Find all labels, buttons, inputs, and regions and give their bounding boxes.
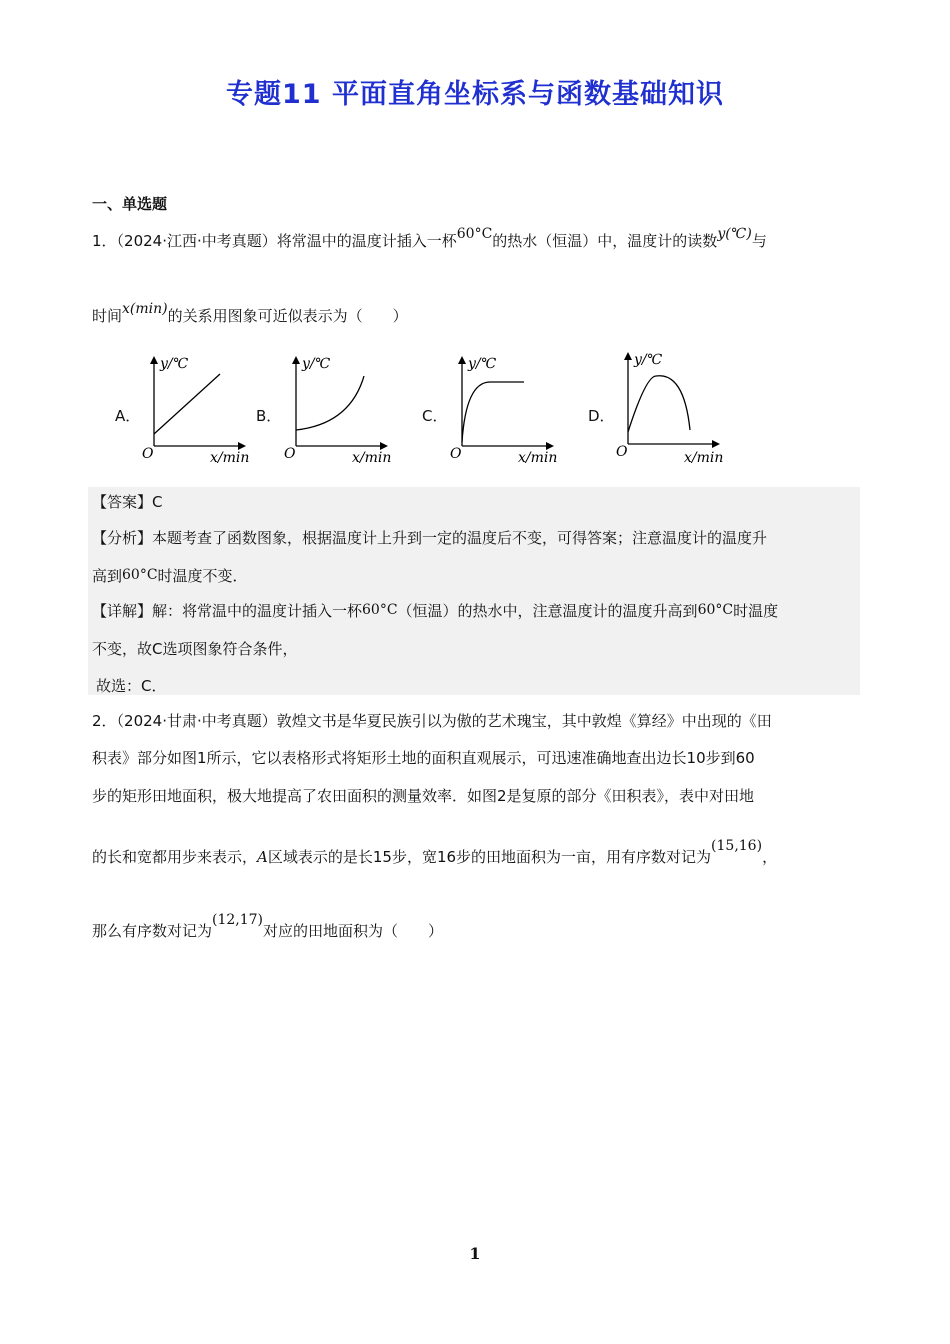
- q2-var-a: A: [257, 848, 268, 866]
- y-axis-arrow: [458, 356, 466, 364]
- q2-pair-2: (12,17): [212, 912, 264, 928]
- q2-line3: 步的矩形田地面积，极大地提高了农田面积的测量效率．如图2是复原的部分《田积表》，表中对田地: [92, 787, 755, 805]
- x-axis-arrow: [380, 442, 388, 450]
- option-d-label: D．: [588, 407, 615, 425]
- origin-label: O: [142, 446, 154, 462]
- option-a-graph: [140, 350, 260, 468]
- curve-c: [462, 382, 524, 442]
- x-axis-label: x/min: [352, 450, 392, 466]
- analysis-text-a: 高到: [92, 567, 123, 585]
- q1-conclusion: 故选：C．: [96, 677, 167, 695]
- detail-text-c: 时温度: [733, 602, 779, 620]
- q2-text-b: 区域表示的是长15步，宽16步的田地面积为一亩，用有序数对记为: [267, 848, 712, 866]
- detail-text-b: （恒温）的热水中，注意温度计的温度升高到: [397, 602, 698, 620]
- q1-text-a: 1．（2024·江西·中考真题）将常温中的温度计插入一杯: [92, 232, 457, 250]
- y-axis-arrow: [624, 352, 632, 360]
- option-d-graph: [614, 346, 734, 468]
- option-b-graph: [282, 350, 402, 468]
- q2-pair-1: (15,16): [711, 838, 763, 854]
- curve-a: [154, 374, 220, 434]
- option-c-graph: [448, 350, 568, 468]
- y-axis-label: y/℃: [634, 352, 663, 368]
- y-axis-label: y/℃: [160, 356, 189, 372]
- x-axis-arrow: [238, 442, 246, 450]
- q2-line2: 积表》部分如图1所示，它以表格形式将矩形土地的面积直观展示，可迅速准确地查出边长10步到60: [92, 749, 755, 767]
- y-axis-arrow: [150, 356, 158, 364]
- q2-text-d: 那么有序数对记为: [92, 922, 213, 940]
- detail-temp-2: 60°C: [697, 602, 734, 618]
- q1-text-c: 与: [751, 232, 767, 250]
- answer-panel: [88, 487, 860, 695]
- x-axis-label: x/min: [684, 450, 724, 466]
- analysis-text-b: 时温度不变．: [157, 567, 248, 585]
- x-axis-arrow: [712, 440, 720, 448]
- y-axis-label: y/℃: [302, 356, 331, 372]
- origin-label: O: [284, 446, 296, 462]
- x-axis-arrow: [546, 442, 554, 450]
- q1-analysis-line2: [92, 565, 248, 586]
- q1-text-b: 的热水（恒温）中，温度计的读数: [492, 232, 718, 250]
- origin-label: O: [616, 444, 628, 460]
- option-a-label: A．: [115, 407, 141, 425]
- detail-temp-1: 60°C: [362, 602, 398, 618]
- q1-answer: 【答案】C: [92, 493, 163, 511]
- q1-y-expr: y(℃): [717, 226, 752, 242]
- q1-stem-line2: [92, 301, 408, 326]
- q1-temp: 60°C: [456, 226, 493, 242]
- page-number: 1: [469, 1244, 481, 1263]
- analysis-temp: 60°C: [122, 567, 158, 583]
- y-axis-label: y/℃: [468, 356, 497, 372]
- curve-b: [296, 376, 364, 430]
- y-axis-arrow: [292, 356, 300, 364]
- detail-text-a: 【详解】解：将常温中的温度计插入一杯: [92, 602, 363, 620]
- origin-label: O: [450, 446, 462, 462]
- q2-line1: 2．（2024·甘肃·中考真题）敦煌文书是华夏民族引以为傲的艺术瑰宝，其中敦煌《算经》中出现的《田: [92, 712, 772, 730]
- x-axis-label: x/min: [518, 450, 558, 466]
- q2-text-c: ，: [762, 848, 778, 866]
- q1-x-expr: x(min): [122, 301, 168, 317]
- curve-d: [628, 376, 690, 432]
- q1-detail-line1: [92, 600, 778, 621]
- page-title: 专题11 平面直角坐标系与函数基础知识: [226, 79, 724, 110]
- option-c-label: C．: [422, 407, 448, 425]
- x-axis-label: x/min: [210, 450, 250, 466]
- q1-stem-line1: [92, 226, 767, 251]
- q2-text-e: 对应的田地面积为（ ）: [263, 922, 444, 940]
- q2-line4: [92, 838, 778, 867]
- section-heading: 一、单选题: [92, 195, 168, 213]
- q1-text-d: 时间: [92, 307, 123, 325]
- q2-line5: [92, 912, 444, 941]
- option-b-label: B．: [256, 407, 282, 425]
- q1-text-e: 的关系用图象可近似表示为（ ）: [167, 307, 408, 325]
- q1-detail-line2: 不变，故C选项图象符合条件，: [92, 640, 298, 658]
- q2-text-a: 的长和宽都用步来表示，: [92, 848, 258, 866]
- q1-analysis-line1: 【分析】本题考查了函数图象，根据温度计上升到一定的温度后不变，可得答案；注意温度计的温度升: [92, 529, 768, 547]
